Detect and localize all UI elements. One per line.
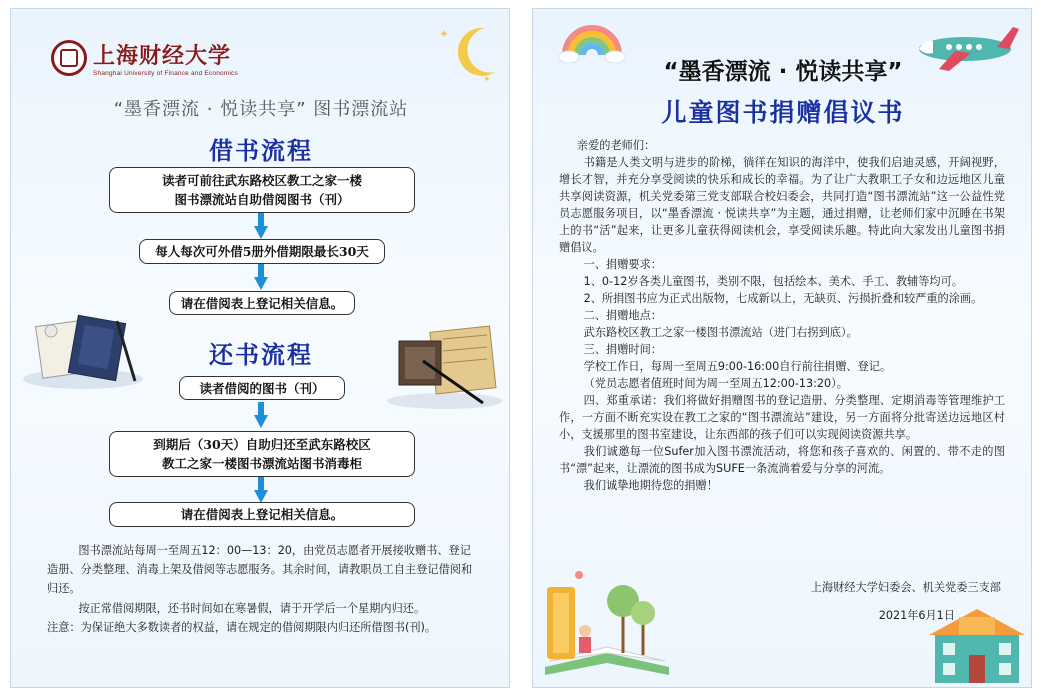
arrow-down-icon <box>254 402 268 428</box>
crescent-moon-icon <box>455 24 501 80</box>
location-text: 武东路校区教工之家一楼图书漂流站（进门右拐到底）。 <box>583 326 858 339</box>
notes-attention: 注意：为保证绝大多数读者的权益，请在规定的借阅期限内归还所借图书(刊)。 <box>47 621 437 634</box>
salutation: 亲爱的老师们： <box>576 139 656 152</box>
return-step-2: 到期后（30天）自助归还至武东路校区 教工之家一楼图书漂流站图书消毒柜 <box>109 431 415 477</box>
arrow-down-icon <box>254 264 268 290</box>
poster-title: “墨香漂流 · 悦读共享” 图书漂流站 <box>113 99 409 120</box>
ancient-books-icon <box>383 321 507 411</box>
commitment-paragraph: 四、郑重承诺：我们将做好捐赠图书的登记造册、分类整理、定期消毒等管理维护工作，一方面不断充实设在教工之家的“图书漂流站”建设，另一方面将分批寄送边远地区村小，支援那里的图书室建设，让东西部的孩子们可以实现阅读资源共享。 <box>559 394 1005 441</box>
requirement-2: 2、所捐图书应为正式出版物，七成新以上，无缺页、污损折叠和较严重的涂画。 <box>583 292 983 305</box>
notes-holiday-return: 按正常借阅期限，还书时间如在寒暑假，请于开学后一个星期内归还。 <box>78 602 426 615</box>
logo-english-name: Shanghai University of Finance and Economics <box>93 70 239 77</box>
arrow-down-icon <box>254 477 268 503</box>
requirements-heading: 一、捐赠要求： <box>583 258 662 271</box>
closing-line: 我们诚挚地期待您的捐赠！ <box>583 479 718 492</box>
invitation-paragraph: 我们诚邀每一位Sufer加入图书漂流活动，将您和孩子喜欢的、闲置的、带不走的图书“漂”起来，让漂流的图书成为SUFE一条流淌着爱与分享的河流。 <box>559 445 1005 475</box>
proposal-body <box>559 137 1005 494</box>
return-step-1: 读者借阅的图书（刊） <box>179 376 345 400</box>
borrow-section-title: 借书流程 <box>209 137 313 165</box>
requirement-1: 1、0-12岁各类儿童图书，类别不限，包括绘本、美术、手工、教辅等均可。 <box>583 275 963 288</box>
borrow-step-3: 请在借阅表上登记相关信息。 <box>169 291 355 315</box>
proposal-theme-title: “墨香漂流 · 悦读共享” <box>663 59 903 85</box>
borrow-step-1: 读者可前往武东路校区教工之家一楼 图书漂流站自助借阅图书（刊） <box>109 167 415 213</box>
pop-up-book-icon <box>539 557 675 685</box>
date: 2021年6月1日 <box>878 609 955 622</box>
volunteer-hours: （党员志愿者值班时间为周一至周五12:00-13:20）。 <box>583 377 848 390</box>
notes-service-hours: 图书漂流站每周一至周五12：00—13：20，由党员志愿者开展接收赠书、登记造册、分类整理、消毒上架及借阅等志愿服务。其余时间，请教职员工自主登记借阅和归还。 <box>47 544 473 595</box>
donation-proposal-poster <box>532 8 1032 688</box>
time-text: 学校工作日，每周一至周五9:00-16:00自行前往捐赠、登记。 <box>583 360 892 373</box>
school-building-icon <box>925 603 1029 685</box>
star-icon: ✦ <box>483 75 491 85</box>
return-section-title: 还书流程 <box>209 341 313 369</box>
time-heading: 三、捐赠时间： <box>583 343 662 356</box>
proposal-title: 儿童图书捐赠倡议书 <box>661 98 905 127</box>
star-icon: ✦ <box>439 27 450 41</box>
logo-chinese-name: 上海财经大学 <box>93 43 232 69</box>
university-seal-icon <box>51 40 87 76</box>
return-step-3: 请在借阅表上登记相关信息。 <box>109 502 415 527</box>
signature: 上海财经大学妇委会、机关党委三支部 <box>810 581 1001 594</box>
location-heading: 二、捐赠地点： <box>583 309 662 322</box>
university-logo <box>51 39 238 77</box>
borrow-return-poster <box>10 8 510 688</box>
intro-paragraph: 书籍是人类文明与进步的阶梯，徜徉在知识的海洋中，使我们启迪灵感，开阔视野，增长才智，并充分享受阅读的快乐和成长的幸福。为了让广大教职工子女和边远地区儿童共享阅读资源，机关党委第三党支部联合校妇委会，共同打造“图书漂流站”这一公益性党员志愿服务项目，以“墨香漂流 · 悦读共享”为主题，通过捐赠，让老师们家中沉睡在书架上的书“活”起来，让更多儿童获得阅读机会，享受阅读乐趣。特此向大家发出儿童图书捐赠倡议。 <box>559 156 1005 254</box>
arrow-down-icon <box>254 213 268 239</box>
borrow-step-2: 每人每次可外借5册外借期限最长30天 <box>139 239 385 264</box>
